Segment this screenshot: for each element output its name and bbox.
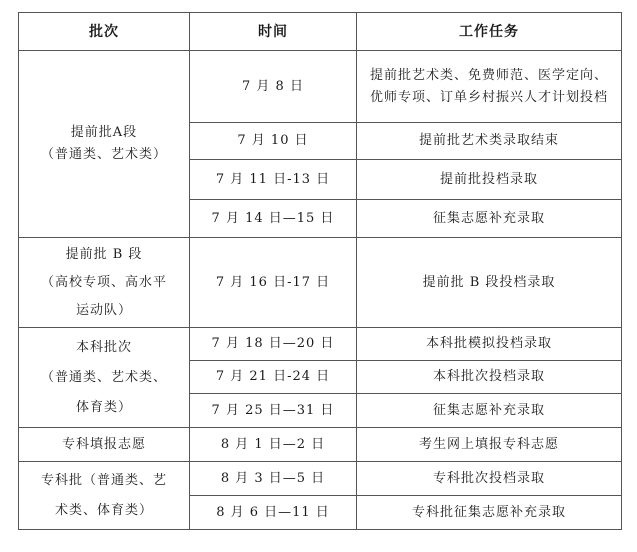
task-cell: 征集志愿补充录取 bbox=[357, 394, 622, 428]
task-cell: 考生网上填报专科志愿 bbox=[357, 428, 622, 462]
batch-cell bbox=[19, 428, 190, 462]
batch-line: 运动队） bbox=[75, 302, 132, 318]
batch-cell bbox=[19, 238, 190, 328]
batch-line: （普通类、艺术类） bbox=[40, 147, 167, 162]
time-cell: 7 月 14 日—15 日 bbox=[190, 200, 357, 238]
table-row bbox=[19, 462, 622, 496]
table-header-row bbox=[19, 13, 622, 51]
header-time: 时间 bbox=[190, 13, 357, 51]
table-row bbox=[19, 428, 622, 462]
table-row bbox=[19, 51, 622, 123]
time-cell: 7 月 16 日-17 日 bbox=[190, 238, 357, 328]
task-cell: 征集志愿补充录取 bbox=[357, 200, 622, 238]
batch-line: 提前批 B 段 bbox=[65, 246, 143, 262]
time-cell: 8 月 1 日—2 日 bbox=[190, 428, 357, 462]
batch-line: 专科批（普通类、艺 bbox=[40, 472, 167, 488]
batch-line: 本科批次 bbox=[75, 339, 132, 355]
time-cell: 8 月 6 日—11 日 bbox=[190, 496, 357, 530]
task-line: 优师专项、订单乡村振兴人才计划投档 bbox=[369, 89, 608, 105]
batch-line: （高校专项、高水平 bbox=[40, 274, 167, 290]
task-cell: 提前批艺术类录取结束 bbox=[357, 123, 622, 160]
batch-cell bbox=[19, 328, 190, 428]
batch-cell bbox=[19, 51, 190, 238]
task-cell: 本科批次投档录取 bbox=[357, 361, 622, 394]
batch-line: 体育类） bbox=[75, 399, 132, 415]
task-cell bbox=[357, 51, 622, 123]
batch-line: 专科填报志愿 bbox=[61, 436, 146, 452]
time-cell: 7 月 21 日-24 日 bbox=[190, 361, 357, 394]
task-cell: 提前批 B 段投档录取 bbox=[357, 238, 622, 328]
time-cell: 7 月 11 日-13 日 bbox=[190, 160, 357, 200]
batch-line: （普通类、艺术类、 bbox=[40, 369, 167, 385]
header-batch: 批次 bbox=[19, 13, 190, 51]
time-cell: 7 月 18 日—20 日 bbox=[190, 328, 357, 361]
time-cell: 8 月 3 日—5 日 bbox=[190, 462, 357, 496]
task-cell: 专科批征集志愿补充录取 bbox=[357, 496, 622, 530]
task-cell: 本科批模拟投档录取 bbox=[357, 328, 622, 361]
task-line: 提前批艺术类、免费师范、医学定向、 bbox=[369, 67, 608, 83]
time-cell: 7 月 8 日 bbox=[190, 51, 357, 123]
batch-line: 术类、体育类） bbox=[54, 502, 153, 518]
batch-line: 提前批A段 bbox=[70, 125, 138, 140]
table-row bbox=[19, 238, 622, 328]
time-cell: 7 月 25 日—31 日 bbox=[190, 394, 357, 428]
header-task: 工作任务 bbox=[357, 13, 622, 51]
task-cell: 提前批投档录取 bbox=[357, 160, 622, 200]
task-cell: 专科批次投档录取 bbox=[357, 462, 622, 496]
time-cell: 7 月 10 日 bbox=[190, 123, 357, 160]
admission-schedule-table bbox=[18, 12, 622, 530]
table-row bbox=[19, 328, 622, 361]
batch-cell bbox=[19, 462, 190, 530]
